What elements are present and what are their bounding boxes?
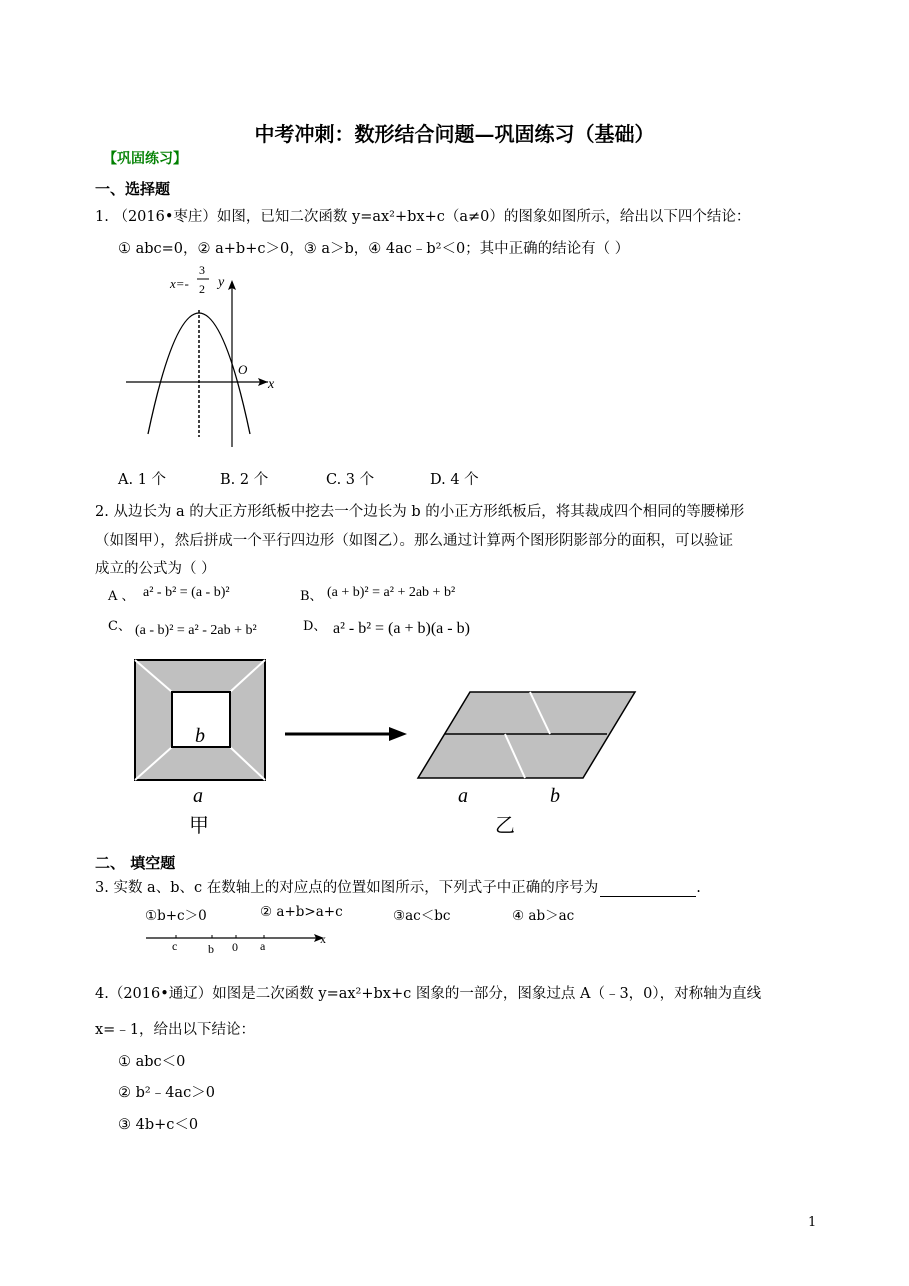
numline-zero-label: 0 — [232, 940, 238, 954]
q4-item-2: ② b²﹣4ac＞0 — [118, 1085, 215, 1101]
numline-c-label: c — [172, 939, 178, 953]
q3-stem-end: . — [696, 880, 701, 896]
fig-yi-b-label: b — [550, 785, 560, 807]
q3-item-1: ①b+c＞0 — [145, 908, 207, 924]
section-heading-choice: 一、选择题 — [95, 180, 171, 198]
q3-answer-blank — [600, 882, 696, 897]
q1-frac-den: 2 — [199, 282, 205, 296]
q1-option-a: A. 1 个 — [118, 472, 167, 488]
q4-item-1: ① abc＜0 — [118, 1054, 186, 1070]
q2-option-c: (a - b)² = a² - 2ab + b² — [135, 623, 257, 638]
q3-stem-line — [95, 876, 701, 897]
q3-number-line — [140, 924, 340, 958]
q4-item-3: ③ 4b+c＜0 — [118, 1117, 199, 1133]
numline-a-label: a — [260, 939, 266, 953]
section-heading-fill: 二、 填空题 — [95, 854, 176, 872]
q1-option-b: B. 2 个 — [220, 472, 269, 488]
q1-option-c: C. 3 个 — [326, 472, 375, 488]
q1-y-label: y — [218, 275, 225, 290]
q1-conclusions: ① abc=0，② a+b+c＞0，③ a＞b，④ 4ac﹣b²＜0；其中正确的结论有（ ） — [118, 241, 630, 257]
q2-option-d-label: D、 — [303, 619, 327, 634]
q1-stem: 1. （2016•枣庄）如图，已知二次函数 y=ax²+bx+c（a≠0）的图象如图所示，给出以下四个结论： — [95, 209, 751, 225]
q3-item-4: ④ ab＞ac — [512, 908, 575, 924]
q1-option-d: D. 4 个 — [430, 472, 479, 488]
q2-option-b-label: B、 — [300, 589, 323, 604]
q2-option-b: (a + b)² = a² + 2ab + b² — [327, 585, 456, 600]
q4-line1: 4.（2016•通辽）如图是二次函数 y=ax²+bx+c 图象的一部分，图象过点 A（﹣3，0），对称轴为直线 — [95, 986, 762, 1002]
fig-jia-b-label: b — [195, 725, 205, 747]
page-title: 中考冲刺：数形结合问题—巩固练习（基础） — [254, 122, 655, 146]
numline-x-label: x — [320, 932, 326, 946]
q2-option-a-label: A 、 — [108, 589, 135, 604]
q1-x-label: x — [268, 377, 275, 392]
q2-option-d: a² - b² = (a + b)(a - b) — [333, 620, 470, 637]
fig-jia-a-label: a — [193, 785, 203, 807]
fig-yi-a-label: a — [458, 785, 468, 807]
q2-option-a: a² - b² = (a - b)² — [143, 585, 230, 600]
q2-figures — [125, 650, 655, 840]
q3-stem: 3. 实数 a、b、c 在数轴上的对应点的位置如图所示，下列式子中正确的序号为 — [95, 880, 599, 896]
q4-line2: x=﹣1，给出以下结论： — [95, 1022, 256, 1038]
page-number: 1 — [808, 1215, 817, 1230]
q2-line3: 成立的公式为（ ） — [95, 561, 216, 577]
q1-origin-label: O — [238, 362, 248, 377]
section-tag: 【巩固练习】 — [103, 151, 187, 167]
numline-b-label: b — [208, 942, 214, 956]
q2-line1: 2. 从边长为 a 的大正方形纸板中挖去一个边长为 b 的小正方形纸板后，将其裁成四个相同的等腰梯形 — [95, 504, 745, 520]
q2-option-c-label: C、 — [108, 619, 131, 634]
q1-frac-num: 3 — [199, 263, 205, 277]
q3-item-2: ② a+b>a+c — [260, 904, 343, 920]
fig-jia-caption: 甲 — [189, 815, 209, 837]
fig-yi-caption: 乙 — [495, 815, 515, 837]
q3-item-3: ③ac＜bc — [393, 908, 451, 924]
q1-axis-eq-prefix: x=- — [170, 276, 189, 291]
q1-parabola-figure — [118, 262, 288, 452]
q2-line2: （如图甲），然后拼成一个平行四边形（如图乙）。那么通过计算两个图形阴影部分的面积，可以验证 — [95, 533, 733, 549]
